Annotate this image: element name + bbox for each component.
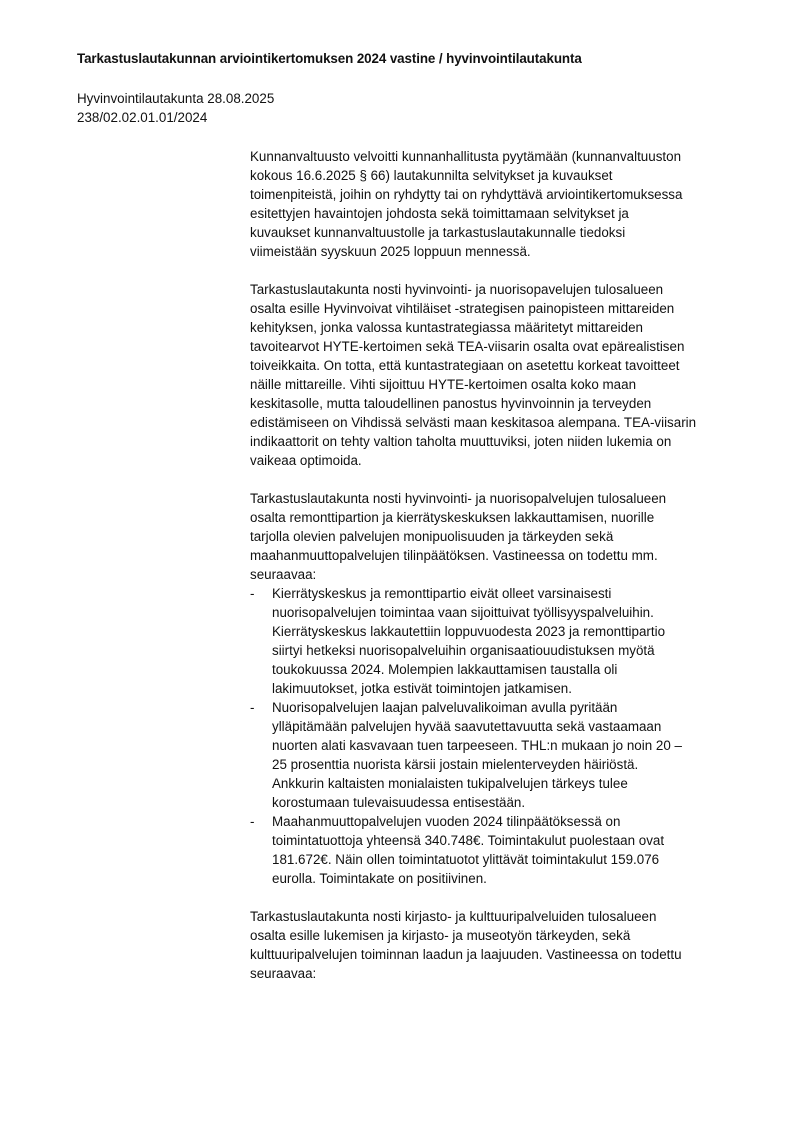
paragraph xyxy=(250,907,746,983)
list-item xyxy=(250,698,746,812)
text-line: tavoitearvot HYTE-kertoimen sekä TEA-viisarin osalta ovat epärealistisen xyxy=(250,339,685,354)
text-line: nuorten alati kasvavaan tuen tarpeeseen. THL:n mukaan jo noin 20 – xyxy=(272,738,682,753)
text-line: toimintatuottoja yhteensä 340.748€. Toimintakulut puolestaan ovat xyxy=(272,833,665,848)
text-line: toiveikkaita. On totta, että kuntastrategiaan on asetettu korkeat tavoitteet xyxy=(250,358,680,373)
text-line: indikaattorit on tehty valtion taholta muuttuviksi, joten niiden lukemia on xyxy=(250,434,672,449)
paragraph xyxy=(250,147,746,261)
paragraph xyxy=(250,489,746,584)
text-line: Kierrätyskeskus lakkautettiin loppuvuodesta 2023 ja remonttipartio xyxy=(272,624,666,639)
bullet-marker: - xyxy=(250,586,255,601)
list-item xyxy=(250,812,746,888)
text-line: seuraavaa: xyxy=(250,966,317,981)
text-line: nuorisopalvelujen toimintaa vaan sijoittuivat työllisyyspalveluihin. xyxy=(272,605,654,620)
text-line: Kunnanvaltuusto velvoitti kunnanhallitusta pyytämään (kunnanvaltuuston xyxy=(250,149,682,164)
text-line: osalta esille Hyvinvoivat vihtiläiset -strategisen painopisteen mittareiden xyxy=(250,301,675,316)
bullet-list xyxy=(250,584,746,888)
text-line: Ankkurin kaltaisten monialaisten tukipalvelujen tärkeys tulee xyxy=(272,776,628,791)
list-item xyxy=(250,584,746,698)
text-line: toimenpiteistä, joihin on ryhdytty tai on ryhdyttävä arviointikertomuksessa xyxy=(250,187,683,202)
meta-committee-date: Hyvinvointilautakunta 28.08.2025 xyxy=(77,91,275,106)
text-line: korostumaan tulevaisuudessa entisestään. xyxy=(272,795,526,810)
bullet-marker: - xyxy=(250,700,255,715)
document-meta xyxy=(77,89,274,127)
text-line: keskitasolle, mutta taloudellinen panostus hyvinvoinnin ja terveyden xyxy=(250,396,652,411)
text-line: kehityksen, jonka valossa kuntastrategiassa määritetyt mittareiden xyxy=(250,320,643,335)
text-line: tarjolla olevien palvelujen monipuolisuuden ja tärkeyden sekä xyxy=(250,529,614,544)
text-line: Nuorisopalvelujen laajan palveluvalikoiman avulla pyritään xyxy=(272,700,618,715)
text-line: toukokuussa 2024. Molempien lakkauttamisen taustalla oli xyxy=(272,662,618,677)
text-line: viimeistään syyskuun 2025 loppuun mennessä. xyxy=(250,244,531,259)
text-line: osalta esille lukemisen ja kirjasto- ja museotyön tärkeyden, sekä xyxy=(250,928,631,943)
text-line: näille mittareille. Vihti sijoittuu HYTE-kertoimen osalta koko maan xyxy=(250,377,637,392)
text-line: seuraavaa: xyxy=(250,567,317,582)
text-line: eurolla. Toimintakate on positiivinen. xyxy=(272,871,487,886)
text-line: 181.672€. Näin ollen toimintatuotot ylittävät toimintakulut 159.076 xyxy=(272,852,660,867)
text-line: siirtyi hetkeksi nuorisopalveluihin organisaatiouudistuksen myötä xyxy=(272,643,655,658)
text-line: Tarkastuslautakunta nosti hyvinvointi- ja nuorisopalvelujen tulosalueen xyxy=(250,491,667,506)
paragraph xyxy=(250,280,746,470)
text-line: osalta remonttipartion ja kierrätyskeskuksen lakkauttamisen, nuorille xyxy=(250,510,655,525)
text-line: Tarkastuslautakunta nosti kirjasto- ja kulttuuripalveluiden tulosalueen xyxy=(250,909,657,924)
text-line: kulttuuripalvelujen toiminnan laadun ja laajuuden. Vastineessa on todettu xyxy=(250,947,682,962)
document-body xyxy=(250,147,746,1002)
text-line: edistämiseen on Vihdissä selvästi maan keskitasoa alempana. TEA-viisarin xyxy=(250,415,697,430)
text-line: kuvaukset kunnanvaltuustolle ja tarkastuslautakunnalle tiedoksi xyxy=(250,225,626,240)
text-line: Tarkastuslautakunta nosti hyvinvointi- ja nuorisopavelujen tulosalueen xyxy=(250,282,664,297)
text-line: ylläpitämään palvelujen hyvää saavutettavuutta sekä vastaamaan xyxy=(272,719,662,734)
text-line: 25 prosenttia nuorista kärsii jostain mielenterveyden häiriöstä. xyxy=(272,757,639,772)
bullet-marker: - xyxy=(250,814,255,829)
document-title: Tarkastuslautakunnan arviointikertomuksen 2024 vastine / hyvinvointilautakunta xyxy=(77,51,582,66)
text-line: maahanmuuttopalvelujen tilinpäätöksen. Vastineessa on todettu mm. xyxy=(250,548,658,563)
text-line: kokous 16.6.2025 § 66) lautakunnilta selvitykset ja kuvaukset xyxy=(250,168,613,183)
text-line: esitettyjen havaintojen johdosta sekä toimittamaan selvitykset ja xyxy=(250,206,629,221)
text-line: Kierrätyskeskus ja remonttipartio eivät olleet varsinaisesti xyxy=(272,586,612,601)
text-line: vaikeaa optimoida. xyxy=(250,453,362,468)
text-line: Maahanmuuttopalvelujen vuoden 2024 tilinpäätöksessä on xyxy=(272,814,621,829)
meta-record-number: 238/02.02.01.01/2024 xyxy=(77,110,208,125)
text-line: lakimuutokset, jotka estivät toimintojen jatkamisen. xyxy=(272,681,572,696)
